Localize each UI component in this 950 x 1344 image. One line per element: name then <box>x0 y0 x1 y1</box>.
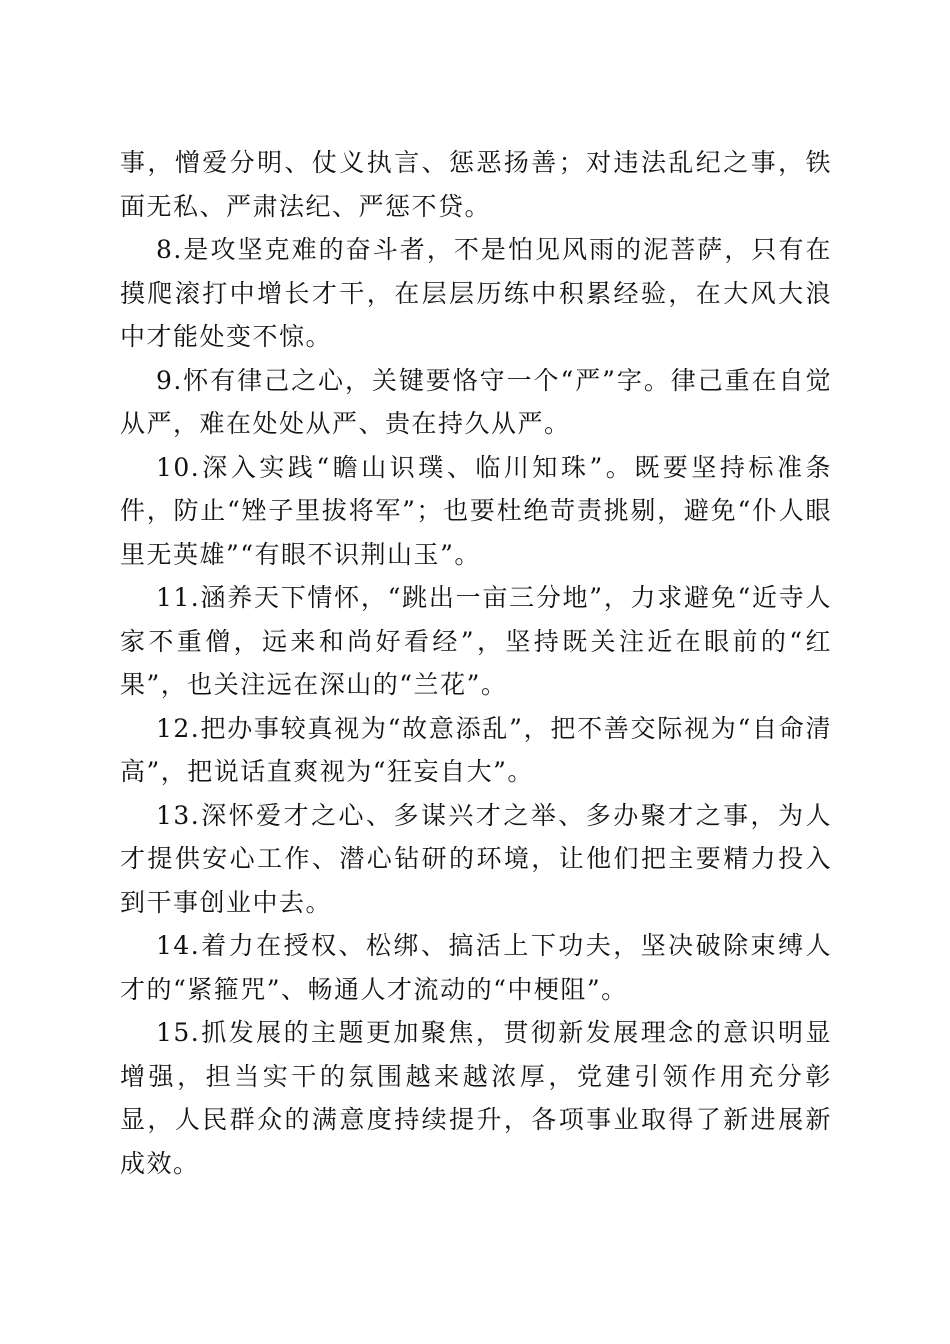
paragraph-item-14: 14.着力在授权、松绑、搞活上下功夫，坚决破除束缚人才的“紧箍咒”、畅通人才流动的“中梗阻”。 <box>120 931 832 1004</box>
paragraph-item-15: 15.抓发展的主题更加聚焦，贯彻新发展理念的意识明显增强，担当实干的氛围越来越浓厚，党建引领作用充分彰显，人民群众的满意度持续提升，各项事业取得了新进展新成效。 <box>120 1018 832 1178</box>
document-body <box>120 141 832 1185</box>
paragraph-item-13: 13.深怀爱才之心、多谋兴才之举、多办聚才之事，为人才提供安心工作、潜心钻研的环境，让他们把主要精力投入到干事创业中去。 <box>120 800 832 917</box>
paragraph-item-10: 10.深入实践“瞻山识璞、临川知珠”。既要坚持标准条件，防止“矬子里拔将军”；也要杜绝苛责挑剔，避免“仆人眼里无英雄”“有眼不识荆山玉”。 <box>120 452 832 569</box>
paragraph-continued: 事，憎爱分明、仗义执言、惩恶扬善；对违法乱纪之事，铁面无私、严肃法纪、严惩不贷。 <box>120 148 832 221</box>
paragraph-item-9: 9.怀有律己之心，关键要恪守一个“严”字。律己重在自觉从严，难在处处从严、贵在持久从严。 <box>120 365 832 438</box>
paragraph-item-8: 8.是攻坚克难的奋斗者，不是怕见风雨的泥菩萨，只有在摸爬滚打中增长才干，在层层历练中积累经验，在大风大浪中才能处变不惊。 <box>120 235 832 351</box>
paragraph-item-12: 12.把办事较真视为“故意添乱”，把不善交际视为“自命清高”，把说话直爽视为“狂妄自大”。 <box>120 713 832 786</box>
paragraph-item-11: 11.涵养天下情怀，“跳出一亩三分地”，力求避免“近寺人家不重僧，远来和尚好看经”，坚持既关注近在眼前的“红果”，也关注远在深山的“兰花”。 <box>120 583 832 699</box>
